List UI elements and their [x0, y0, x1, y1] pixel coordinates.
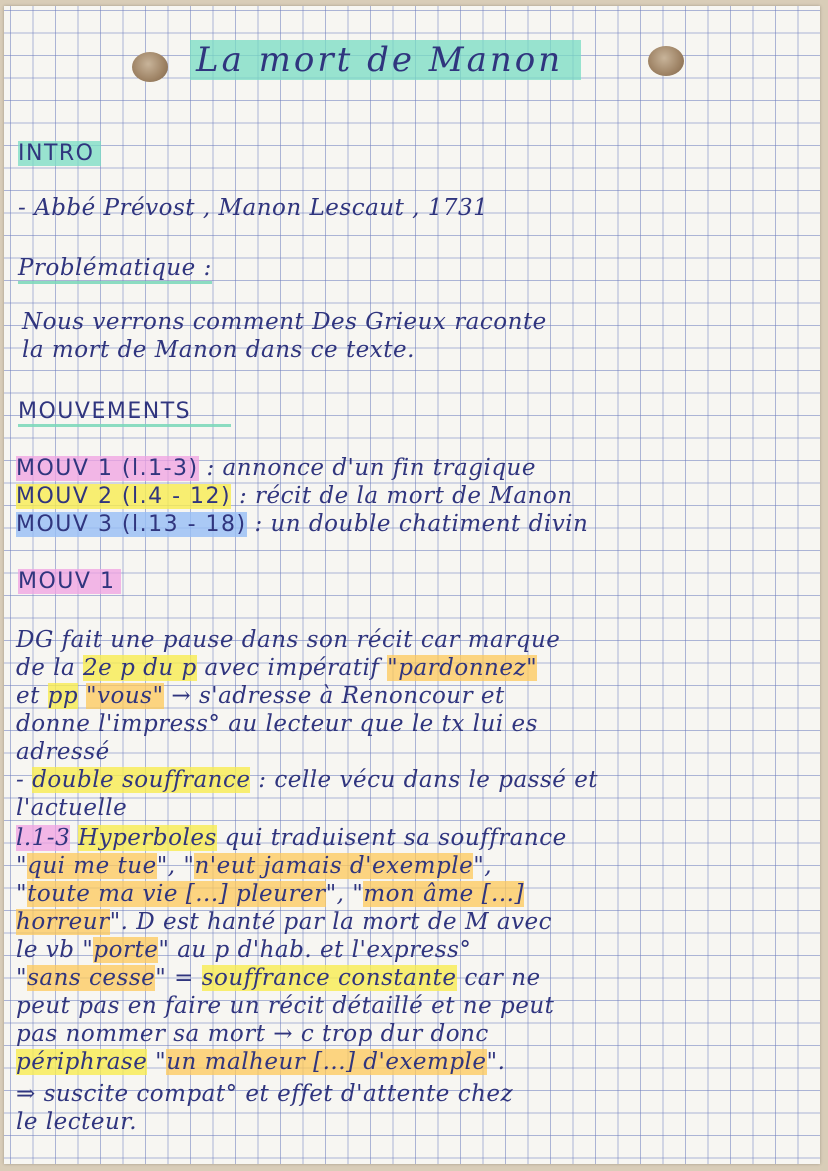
problematique-line-2: la mort de Manon dans ce texte.: [22, 337, 415, 363]
mouv1-line-2: de la 2e p du p avec impératif "pardonnez": [16, 655, 538, 681]
problematique-label: Problématique :: [18, 254, 212, 282]
mouv1-heading: MOUV 1: [18, 568, 121, 596]
mouv1-line-14: peut pas en faire un récit détaillé et ne peut: [16, 993, 555, 1019]
mouv1-line-10: "toute ma vie [...] pleurer", "mon âme [...]: [16, 881, 524, 907]
mouvements-heading: MOUVEMENTS: [18, 398, 231, 426]
mouvement-1: MOUV 1 (l.1-3) : annonce d'un fin tragique: [16, 455, 536, 481]
mouv1-line-11: horreur". D est hanté par la mort de M avec: [16, 909, 553, 935]
mouv1-line-8: l.1-3 Hyperboles qui traduisent sa souffrance: [16, 825, 567, 851]
mouv1-line-16: périphrase "un malheur [...] d'exemple".: [16, 1049, 506, 1075]
punch-hole-left: [132, 52, 168, 82]
problematique-line-1: Nous verrons comment Des Grieux raconte: [22, 309, 547, 335]
mouv1-line-17: ⇒ suscite compat° et effet d'attente chez: [16, 1081, 514, 1107]
mouvement-2: MOUV 2 (l.4 - 12) : récit de la mort de Manon: [16, 483, 573, 509]
mouv1-line-12: le vb "porte" au p d'hab. et l'express°: [16, 937, 472, 963]
mouv1-line-1: DG fait une pause dans son récit car marque: [16, 627, 561, 653]
mouv1-line-3: et pp "vous" → s'adresse à Renoncour et: [16, 683, 505, 709]
mouv1-line-15: pas nommer sa mort → c trop dur donc: [16, 1021, 489, 1047]
mouv1-line-9: "qui me tue", "n'eut jamais d'exemple",: [16, 853, 493, 879]
mouv1-line-5: adressé: [16, 739, 110, 765]
mouvement-3: MOUV 3 (l.13 - 18) : un double chatiment divin: [16, 511, 589, 537]
intro-heading: INTRO: [18, 140, 101, 168]
mouv1-line-6: - double souffrance : celle vécu dans le passé et: [16, 767, 599, 793]
author-line: - Abbé Prévost , Manon Lescaut , 1731: [18, 195, 489, 221]
mouv1-line-18: le lecteur.: [16, 1109, 138, 1135]
punch-hole-right: [648, 46, 684, 76]
page-title: La mort de Manon: [190, 40, 581, 80]
mouv1-line-7: l'actuelle: [16, 795, 128, 821]
mouv1-line-4: donne l'impress° au lecteur que le tx lui es: [16, 711, 538, 737]
notebook-page: [4, 6, 820, 1164]
mouv1-line-13: "sans cesse" = souffrance constante car ne: [16, 965, 541, 991]
